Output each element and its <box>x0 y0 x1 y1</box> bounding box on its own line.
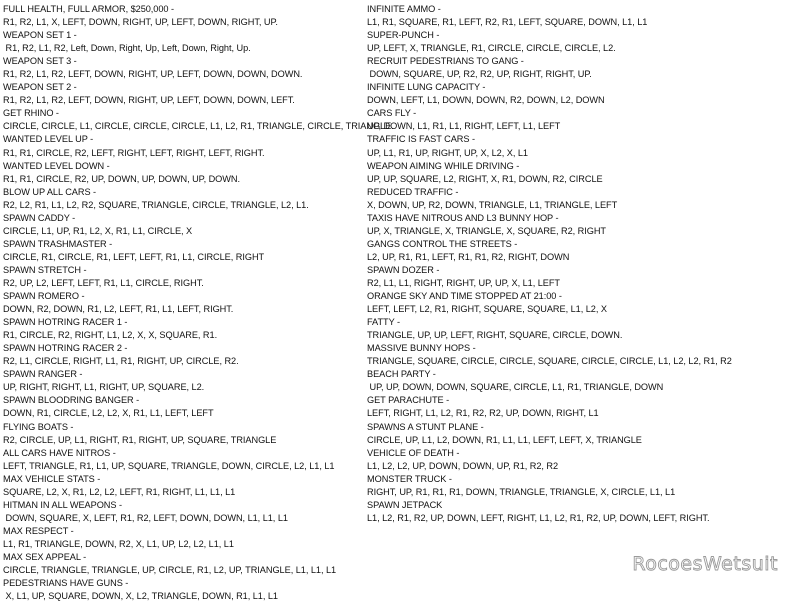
right-cheat-column <box>367 3 787 525</box>
cheat-text-line: WEAPON AIMING WHILE DRIVING - <box>367 160 520 171</box>
cheat-text-line: SQUARE, L2, X, R1, L2, L2, LEFT, R1, RIGHT, L1, L1, L1 <box>3 486 236 497</box>
cheat-text-line: MAX SEX APPEAL - <box>3 551 87 562</box>
cheat-text-line: DOWN, LEFT, L1, DOWN, DOWN, R2, DOWN, L2, DOWN <box>367 95 605 106</box>
cheat-text-line: R2, CIRCLE, UP, L1, RIGHT, R1, RIGHT, UP, SQUARE, TRIANGLE <box>3 434 277 445</box>
cheat-text-line: UP, UP, SQUARE, L2, RIGHT, X, R1, DOWN, R2, CIRCLE <box>367 173 603 184</box>
cheat-text-line: SPAWN ROMERO - <box>3 291 85 302</box>
cheat-text-line: SPAWN HOTRING RACER 1 - <box>3 317 128 328</box>
cheat-text-line: R1, R1, CIRCLE, R2, UP, DOWN, UP, DOWN, UP, DOWN. <box>3 173 240 184</box>
cheat-text-line: ALL CARS HAVE NITROS - <box>3 447 116 458</box>
cheat-text-line: UP, L1, R1, UP, RIGHT, UP, X, L2, X, L1 <box>367 147 528 158</box>
cheat-text-line: R1, CIRCLE, R2, RIGHT, L1, L2, X, X, SQUARE, R1. <box>3 330 218 341</box>
cheat-text-line: BLOW UP ALL CARS - <box>3 186 97 197</box>
cheat-text-line: VEHICLE OF DEATH - <box>367 447 460 458</box>
cheat-text-line: TAXIS HAVE NITROUS AND L3 BUNNY HOP - <box>367 212 559 223</box>
cheat-text-line: CIRCLE, CIRCLE, L1, CIRCLE, CIRCLE, CIRCLE, L1, L2, R1, TRIANGLE, CIRCLE, TRIANGLE. <box>3 121 394 132</box>
cheat-text-line: ORANGE SKY AND TIME STOPPED AT 21:00 - <box>367 291 562 302</box>
cheat-text-line: WANTED LEVEL DOWN - <box>3 160 110 171</box>
cheat-text-line: L1, L2, R1, R2, UP, DOWN, LEFT, RIGHT, L1, L2, R1, R2, UP, DOWN, LEFT, RIGHT. <box>367 512 710 523</box>
cheat-text-line: SPAWN RANGER - <box>3 369 83 380</box>
cheat-text-line: INFINITE LUNG CAPACITY - <box>367 82 486 93</box>
cheat-text-line: WANTED LEVEL UP - <box>3 134 94 145</box>
cheat-text-line: SPAWN BLOODRING BANGER - <box>3 395 140 406</box>
cheat-text-line: FULL HEALTH, FULL ARMOR, $250,000 - <box>3 4 175 14</box>
cheat-text-line: DOWN, R2, DOWN, R1, L2, LEFT, R1, L1, LEFT, RIGHT. <box>3 304 234 315</box>
cheat-text-line: LEFT, TRIANGLE, R1, L1, UP, SQUARE, TRIANGLE, DOWN, CIRCLE, L2, L1, L1 <box>3 460 335 471</box>
cheat-text-line: SPAWN STRETCH - <box>3 264 87 275</box>
cheat-text-line: DOWN, SQUARE, X, LEFT, R1, R2, LEFT, DOWN, DOWN, L1, L1, L1 <box>3 512 288 523</box>
cheat-text-line: SUPER-PUNCH - <box>367 30 440 41</box>
cheat-text-line: SPAWN CADDY - <box>3 212 76 223</box>
cheat-text-line: PEDESTRIANS HAVE GUNS - <box>3 578 129 589</box>
cheat-text-line: GET RHINO - <box>3 108 59 119</box>
cheat-text-line: R1, R2, L1, R2, LEFT, DOWN, RIGHT, UP, LEFT, DOWN, DOWN, LEFT. <box>3 95 295 106</box>
cheat-text-line: BEACH PARTY - <box>367 369 436 380</box>
cheat-text-line: UP, DOWN, L1, R1, L1, RIGHT, LEFT, L1, LEFT <box>367 121 561 132</box>
cheat-text-line: UP, X, TRIANGLE, X, TRIANGLE, X, SQUARE, R2, RIGHT <box>367 225 606 236</box>
cheat-text-line: SPAWNS A STUNT PLANE - <box>367 421 484 432</box>
cheat-text-line: GET PARACHUTE - <box>367 395 450 406</box>
cheat-text-line: WEAPON SET 3 - <box>3 56 77 67</box>
cheat-text-line: CIRCLE, L1, UP, R1, L2, X, R1, L1, CIRCLE, X <box>3 225 193 236</box>
cheat-text-line: DOWN, R1, CIRCLE, L2, L2, X, R1, L1, LEFT, LEFT <box>3 408 214 419</box>
cheat-text-line: WEAPON SET 2 - <box>3 82 77 93</box>
cheat-text-line: R1, R2, L1, X, LEFT, DOWN, RIGHT, UP, LEFT, DOWN, RIGHT, UP. <box>3 17 278 28</box>
cheat-text-line: CIRCLE, R1, CIRCLE, R1, LEFT, LEFT, R1, L1, CIRCLE, RIGHT <box>3 251 265 262</box>
cheat-text-line: SPAWN TRASHMASTER - <box>3 238 113 249</box>
cheat-text-line: R2, L2, R1, L1, L2, R2, SQUARE, TRIANGLE, CIRCLE, TRIANGLE, L2, L1. <box>3 199 309 210</box>
cheat-text-line: R1, R2, L1, R2, Left, Down, Right, Up, Left, Down, Right, Up. <box>3 43 251 54</box>
cheat-text-line: LEFT, LEFT, L2, R1, RIGHT, SQUARE, SQUARE, L1, L2, X <box>367 304 607 315</box>
cheat-text-line: DOWN, SQUARE, UP, R2, R2, UP, RIGHT, RIGHT, UP. <box>367 69 592 80</box>
cheat-text-line: R1, R1, CIRCLE, R2, LEFT, RIGHT, LEFT, RIGHT, LEFT, RIGHT. <box>3 147 265 158</box>
cheat-text-line: R2, L1, CIRCLE, RIGHT, L1, R1, RIGHT, UP, CIRCLE, R2. <box>3 356 239 367</box>
cheat-text-line: SPAWN DOZER - <box>367 264 440 275</box>
cheat-text-line: L1, R1, TRIANGLE, DOWN, R2, X, L1, UP, L2, L2, L1, L1 <box>3 538 234 549</box>
cheat-text-line: RIGHT, UP, R1, R1, R1, DOWN, TRIANGLE, TRIANGLE, X, CIRCLE, L1, L1 <box>367 486 676 497</box>
cheat-text-line: L2, UP, R1, R1, LEFT, R1, R1, R2, RIGHT, DOWN <box>367 251 570 262</box>
cheat-text-line: INFINITE AMMO - <box>367 4 441 14</box>
cheat-text-line: UP, RIGHT, RIGHT, L1, RIGHT, UP, SQUARE, L2. <box>3 382 205 393</box>
cheat-text-line: WEAPON SET 1 - <box>3 30 77 41</box>
cheat-text-line: MAX RESPECT - <box>3 525 74 536</box>
cheat-text-line: FATTY - <box>367 317 400 328</box>
cheat-text-line: CIRCLE, TRIANGLE, TRIANGLE, UP, CIRCLE, R1, L2, UP, TRIANGLE, L1, L1, L1 <box>3 565 337 576</box>
watermark-text: RocoesWetsuit <box>632 553 778 575</box>
cheat-text-line: X, L1, UP, SQUARE, DOWN, X, L2, TRIANGLE, DOWN, R1, L1, L1 <box>3 591 278 602</box>
cheat-text-line: R1, R2, L1, R2, LEFT, DOWN, RIGHT, UP, LEFT, DOWN, DOWN, DOWN. <box>3 69 303 80</box>
cheat-text-line: MONSTER TRUCK - <box>367 473 452 484</box>
cheat-text-line: L1, R1, SQUARE, R1, LEFT, R2, R1, LEFT, SQUARE, DOWN, L1, L1 <box>367 17 648 28</box>
cheat-text-line: HITMAN IN ALL WEAPONS - <box>3 499 122 510</box>
cheat-text-line: X, DOWN, UP, R2, DOWN, TRIANGLE, L1, TRIANGLE, LEFT <box>367 199 618 210</box>
cheat-text-line: GANGS CONTROL THE STREETS - <box>367 238 518 249</box>
cheat-text-line: UP, LEFT, X, TRIANGLE, R1, CIRCLE, CIRCLE, CIRCLE, L2. <box>367 43 616 54</box>
cheat-text-line: TRIANGLE, SQUARE, CIRCLE, CIRCLE, SQUARE, CIRCLE, CIRCLE, L1, L2, L2, R1, R2 <box>367 356 732 367</box>
cheat-text-line: MASSIVE BUNNY HOPS - <box>367 343 476 354</box>
cheat-text-line: CARS FLY - <box>367 108 417 119</box>
cheat-text-line: REDUCED TRAFFIC - <box>367 186 459 197</box>
cheat-text-line: L1, L2, L2, UP, DOWN, DOWN, UP, R1, R2, R2 <box>367 460 559 471</box>
cheat-text-line: R2, UP, L2, LEFT, LEFT, R1, L1, CIRCLE, RIGHT. <box>3 277 204 288</box>
cheat-text-line: MAX VEHICLE STATS - <box>3 473 101 484</box>
cheat-text-line: SPAWN HOTRING RACER 2 - <box>3 343 128 354</box>
cheat-text-line: CIRCLE, UP, L1, L2, DOWN, R1, L1, L1, LEFT, LEFT, X, TRIANGLE <box>367 434 642 445</box>
cheat-text-line: RECRUIT PEDESTRIANS TO GANG - <box>367 56 524 67</box>
cheat-text-line: FLYING BOATS - <box>3 421 74 432</box>
cheat-text-line: TRIANGLE, UP, UP, LEFT, RIGHT, SQUARE, CIRCLE, DOWN. <box>367 330 623 341</box>
cheat-text-line: UP, UP, DOWN, DOWN, SQUARE, CIRCLE, L1, R1, TRIANGLE, DOWN <box>367 382 664 393</box>
cheat-text-line: R2, L1, L1, RIGHT, RIGHT, UP, UP, X, L1, LEFT <box>367 277 560 288</box>
cheat-text-line: TRAFFIC IS FAST CARS - <box>367 134 475 145</box>
cheat-text-line: SPAWN JETPACK <box>367 499 443 510</box>
cheat-text-line: LEFT, RIGHT, L1, L2, R1, R2, R2, UP, DOWN, RIGHT, L1 <box>367 408 599 419</box>
